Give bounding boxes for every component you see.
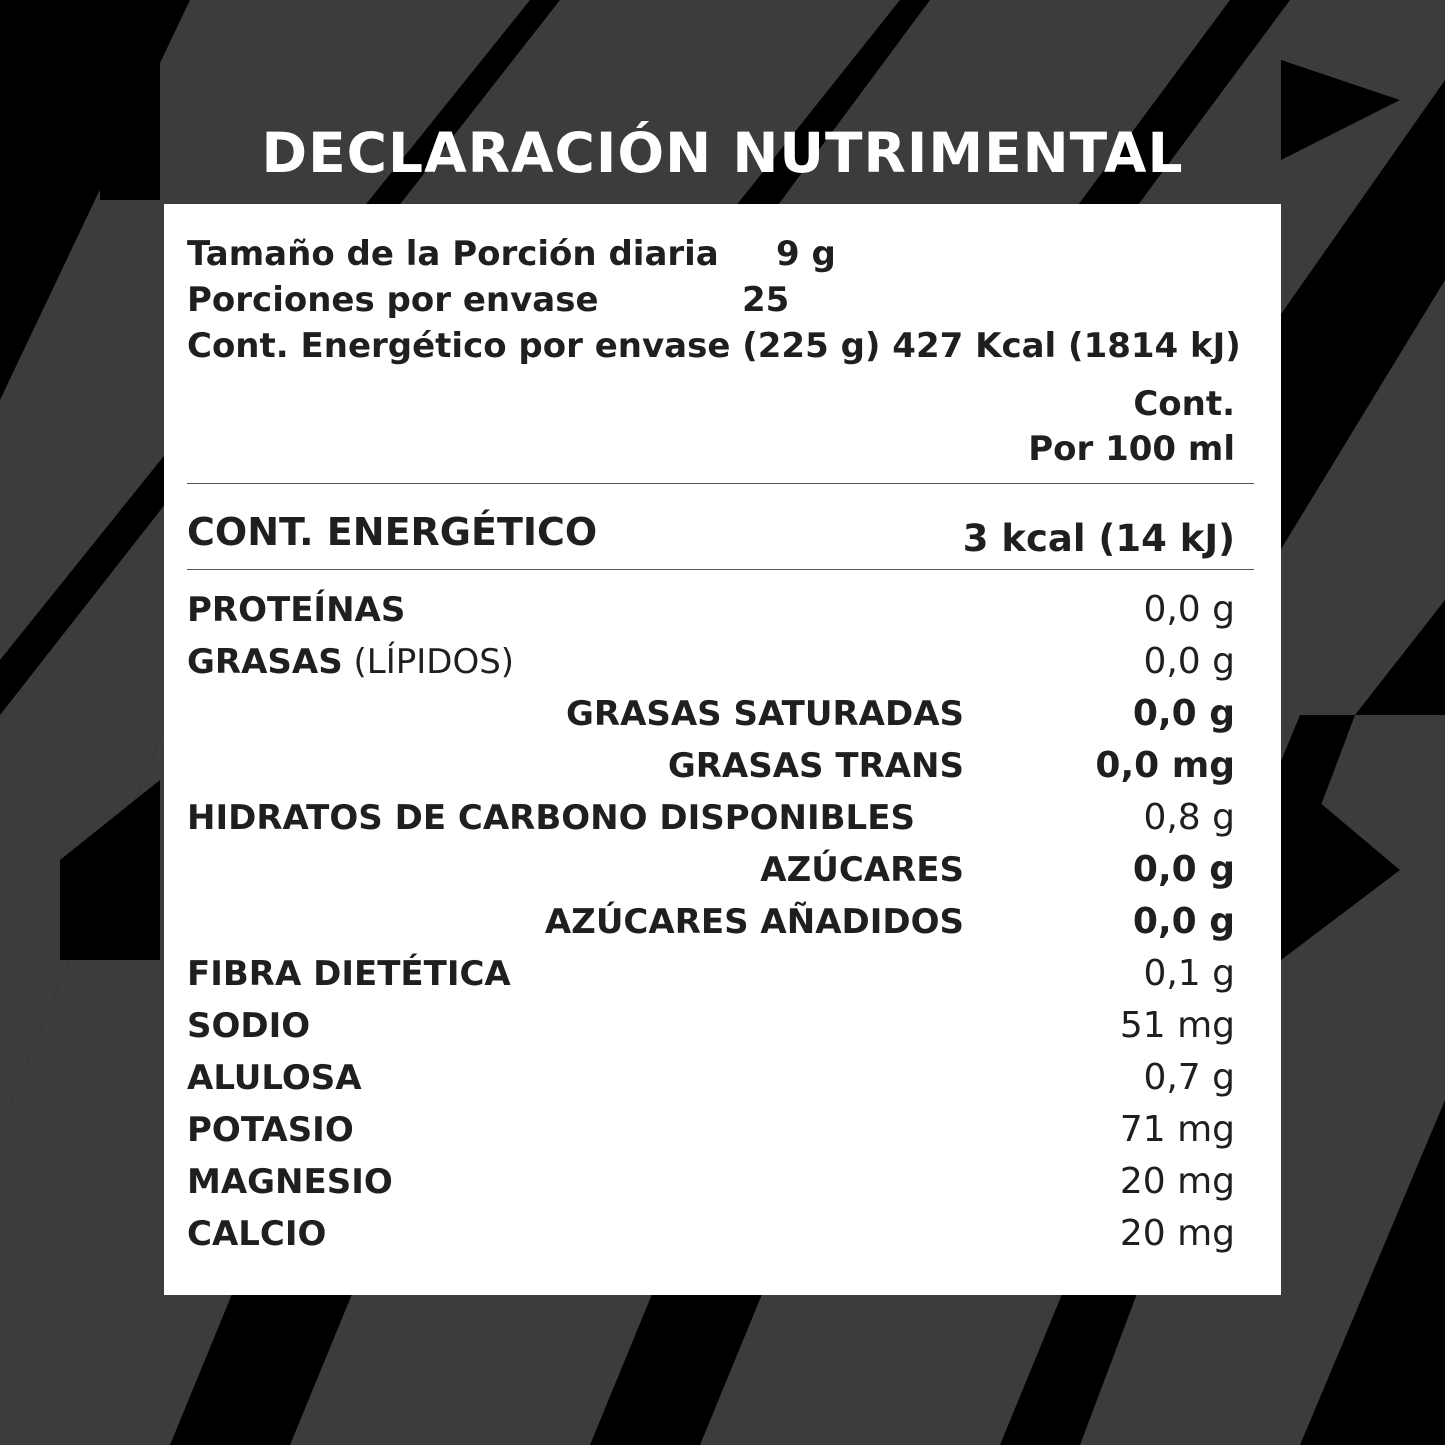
divider-energy — [187, 569, 1254, 570]
nutrient-value: 20 mg — [1119, 1213, 1235, 1254]
nutrient-label-wrapper — [187, 636, 514, 688]
portion-size-label: Tamaño de la Porción diaria — [187, 234, 719, 274]
energy-per-container: Cont. Energético por envase (225 g) 427 Kcal (1814 kJ) — [187, 326, 1241, 366]
energy-value: 3 kcal (14 kJ) — [962, 517, 1235, 560]
nutrient-label: ALULOSA — [187, 1058, 362, 1098]
nutrient-row-grasas — [164, 636, 1281, 688]
nutrient-value: 0,8 g — [1143, 797, 1235, 838]
divider-top — [187, 483, 1254, 484]
column-head-line1: Cont. — [1133, 384, 1235, 424]
nutrient-row-grasas-saturadas — [164, 688, 1281, 740]
nutrient-value: 0,0 mg — [1095, 745, 1235, 786]
nutrient-label: GRASAS — [187, 642, 343, 682]
column-head-line2: Por 100 ml — [1028, 429, 1235, 469]
nutrient-value: 0,1 g — [1143, 953, 1235, 994]
nutrient-row-alulosa — [164, 1052, 1281, 1104]
nutrient-label: HIDRATOS DE CARBONO DISPONIBLES — [187, 798, 915, 838]
nutrient-value: 0,0 g — [1143, 641, 1235, 682]
nutrient-row-proteinas — [164, 584, 1281, 636]
nutrient-row-magnesio — [164, 1156, 1281, 1208]
nutrient-value: 0,0 g — [1143, 589, 1235, 630]
nutrient-label: POTASIO — [187, 1110, 354, 1150]
nutrition-panel — [164, 204, 1281, 1295]
page-title: DECLARACIÓN NUTRIMENTAL — [261, 121, 1184, 185]
nutrient-value: 71 mg — [1119, 1109, 1235, 1150]
nutrient-label: AZÚCARES — [760, 850, 964, 890]
nutrient-value: 51 mg — [1119, 1005, 1235, 1046]
nutrient-label-extra: (LÍPIDOS) — [342, 642, 515, 682]
nutrient-row-azucares-anadidos — [164, 896, 1281, 948]
nutrient-row-hidratos — [164, 792, 1281, 844]
nutrient-label: MAGNESIO — [187, 1162, 393, 1202]
nutrient-value: 0,0 g — [1132, 901, 1235, 942]
nutrient-row-calcio — [164, 1208, 1281, 1260]
nutrient-label: GRASAS SATURADAS — [565, 694, 964, 734]
nutrient-label: FIBRA DIETÉTICA — [187, 954, 511, 994]
nutrient-row-potasio — [164, 1104, 1281, 1156]
nutrient-value: 20 mg — [1119, 1161, 1235, 1202]
nutrient-row-fibra — [164, 948, 1281, 1000]
servings-value: 25 — [742, 280, 790, 320]
nutrient-row-azucares — [164, 844, 1281, 896]
nutrient-label: CALCIO — [187, 1214, 327, 1254]
nutrient-label: GRASAS TRANS — [667, 746, 964, 786]
nutrient-value: 0,0 g — [1132, 849, 1235, 890]
nutrient-label: PROTEÍNAS — [187, 590, 406, 630]
nutrient-value: 0,0 g — [1132, 693, 1235, 734]
servings-label: Porciones por envase — [187, 280, 599, 320]
energy-label: CONT. ENERGÉTICO — [187, 510, 598, 554]
nutrient-value: 0,7 g — [1143, 1057, 1235, 1098]
nutrient-row-grasas-trans — [164, 740, 1281, 792]
portion-size-value: 9 g — [776, 234, 836, 274]
nutrient-row-sodio — [164, 1000, 1281, 1052]
nutrient-label: AZÚCARES AÑADIDOS — [544, 902, 964, 942]
nutrient-label: SODIO — [187, 1006, 311, 1046]
